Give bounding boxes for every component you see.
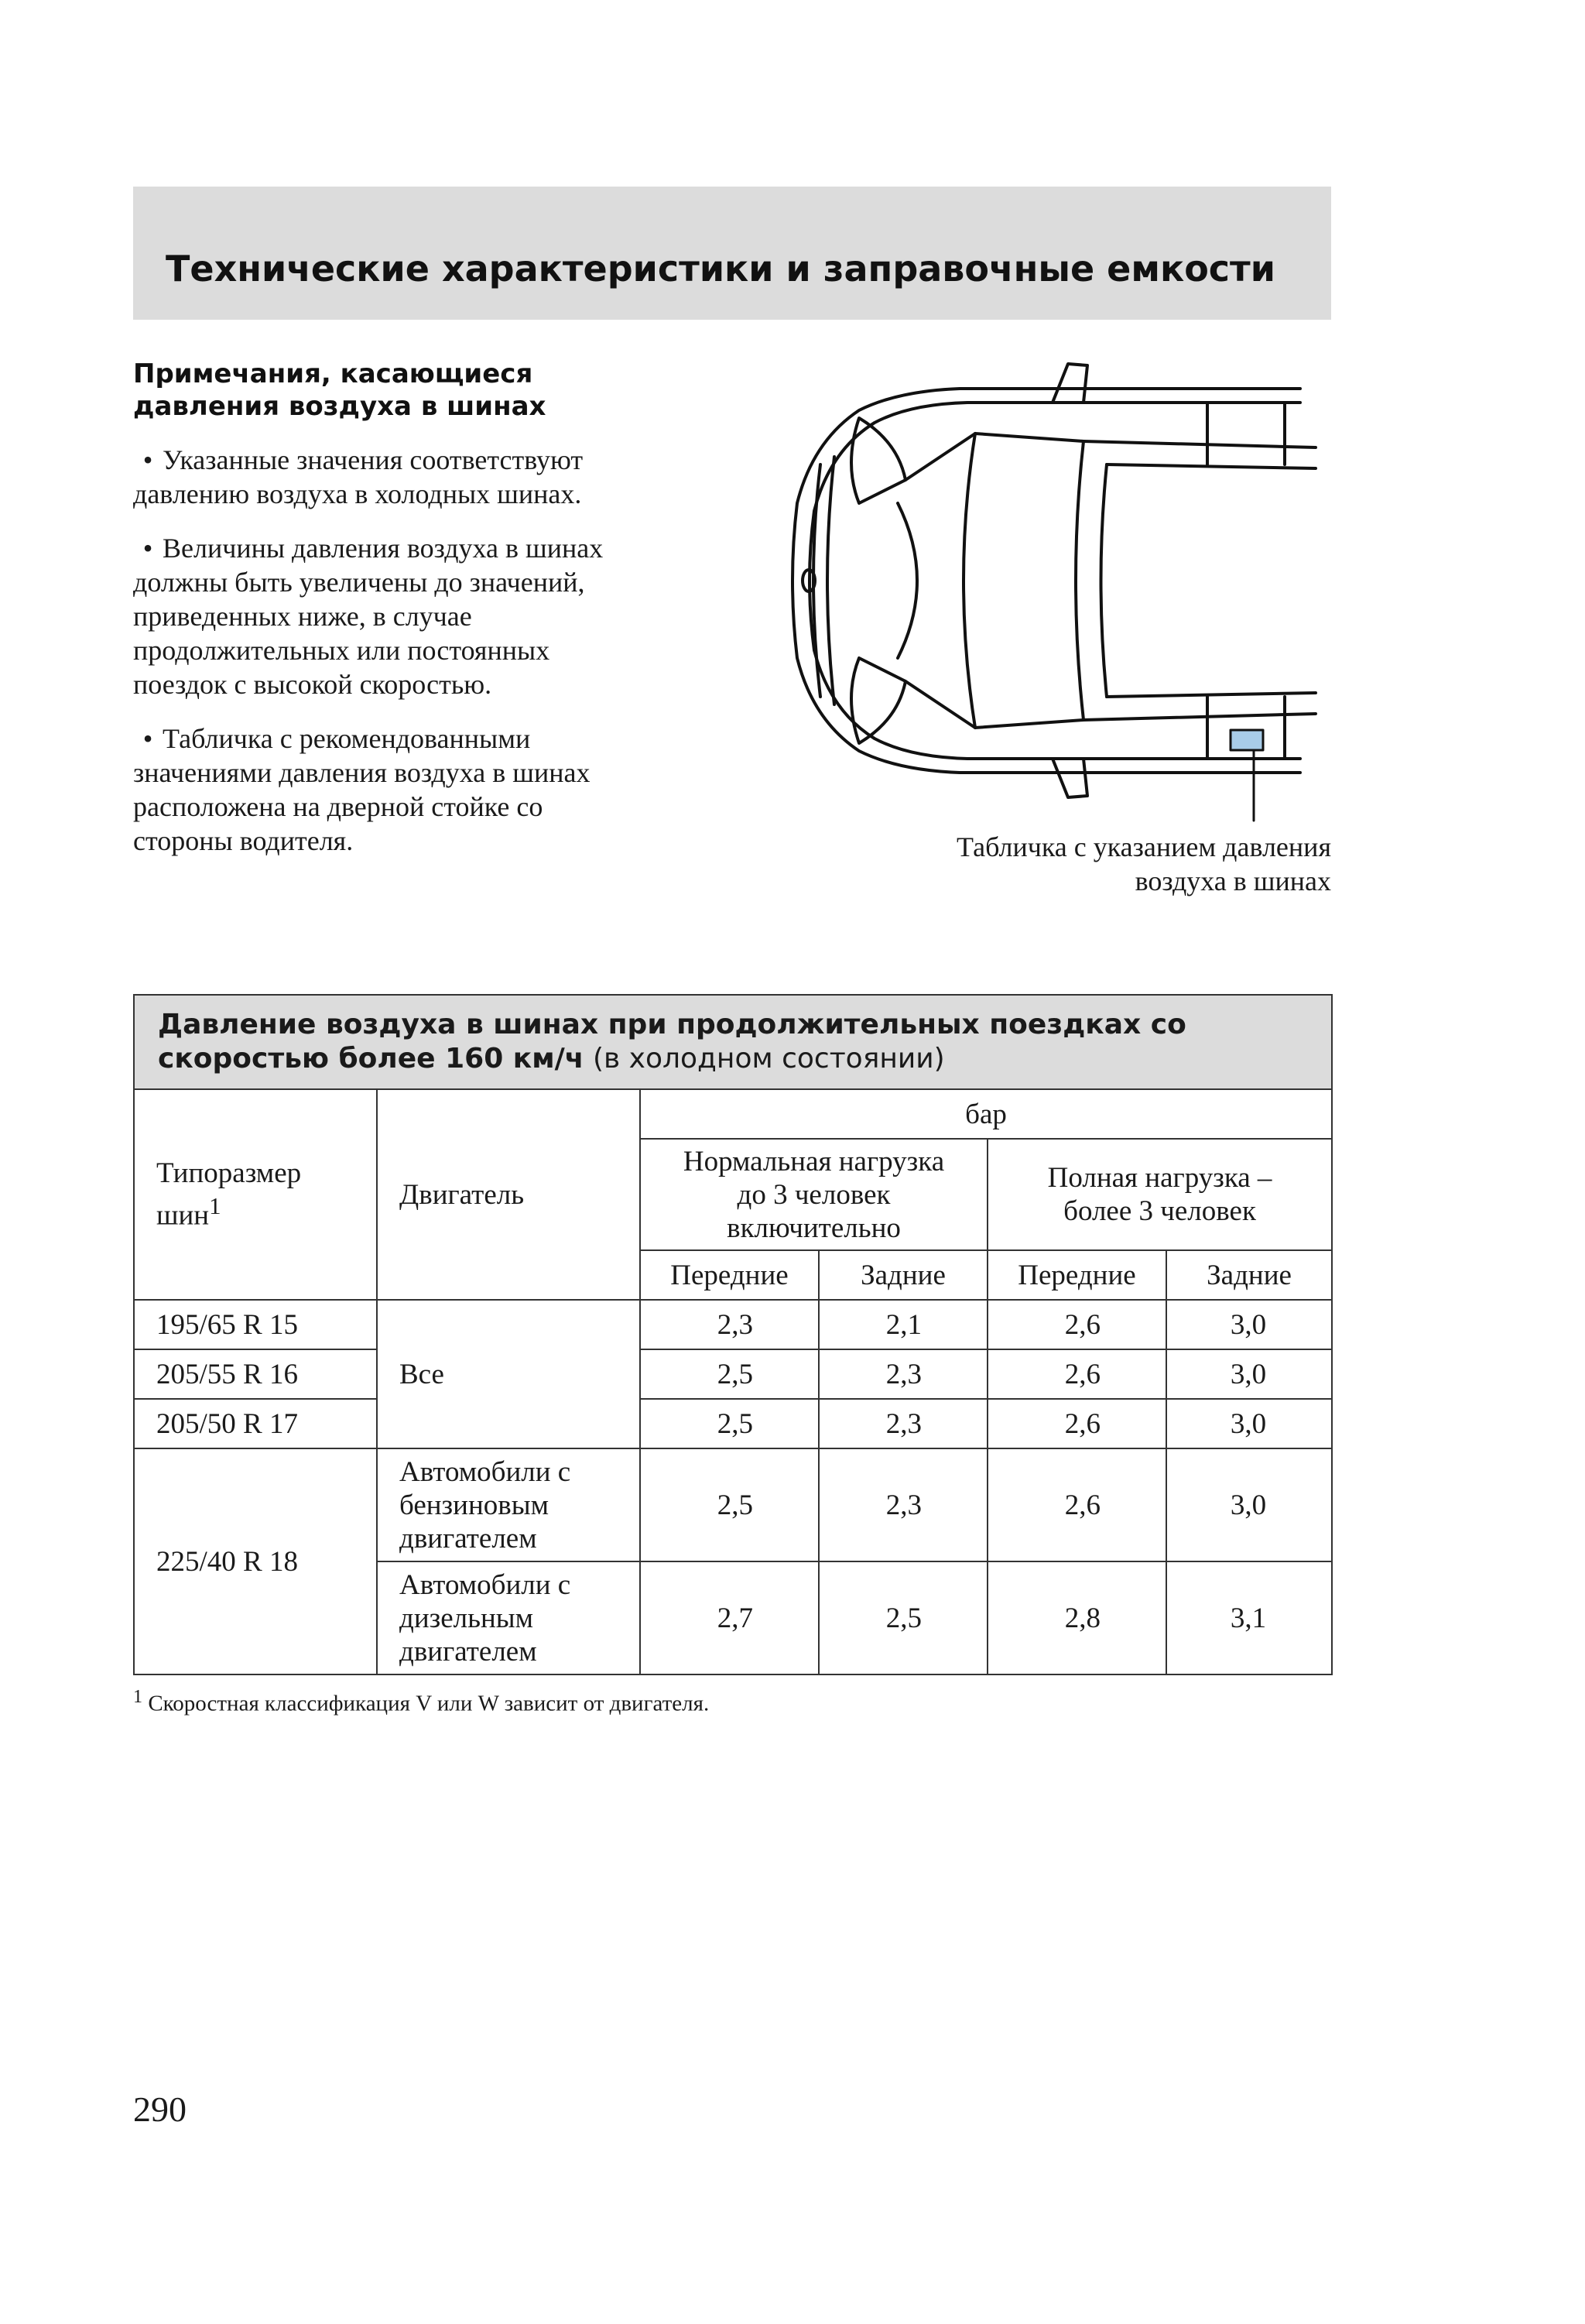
unit-header: бар — [640, 1089, 1332, 1139]
table-footnote — [133, 1683, 1331, 1718]
col-header-front: Передние — [640, 1250, 819, 1300]
tire-size-cell: 195/65 R 15 — [134, 1300, 377, 1349]
header-text: шин — [156, 1199, 210, 1232]
tire-pressure-table — [133, 994, 1333, 1675]
caption-text: Давление воздуха в шинах при продолжительных поездках со — [158, 1009, 1186, 1040]
col-header-tire-size — [134, 1089, 377, 1300]
table-row — [134, 1349, 1332, 1399]
note-text: продолжительных или постоянных — [133, 635, 550, 666]
value-cell: 2,5 — [640, 1399, 819, 1448]
bullet: • — [142, 723, 153, 754]
value-cell: 2,8 — [988, 1561, 1166, 1674]
notes-heading-line: Примечания, касающиеся — [133, 358, 533, 389]
col-header-rear: Задние — [1166, 1250, 1332, 1300]
value-cell: 2,3 — [819, 1399, 988, 1448]
value-cell: 2,3 — [819, 1448, 988, 1561]
engine-cell: Все — [377, 1300, 640, 1448]
engine-cell — [377, 1448, 640, 1561]
header-text: Полная нагрузка – — [1047, 1162, 1272, 1194]
note-item — [133, 722, 721, 858]
value-cell: 2,5 — [819, 1561, 988, 1674]
page-title: Технические характеристики и заправочные емкости — [166, 248, 1275, 290]
tire-size-cell: 205/50 R 17 — [134, 1399, 377, 1448]
footnote-mark: 1 — [133, 1686, 143, 1707]
note-text: должны быть увеличены до значений, — [133, 567, 585, 598]
value-cell: 3,0 — [1166, 1300, 1332, 1349]
note-text: Табличка с рекомендованными — [163, 723, 531, 754]
note-text: Указанные значения соответствуют — [163, 444, 584, 475]
note-text: поездок с высокой скоростью. — [133, 669, 492, 700]
note-text: значениями давления воздуха в шинах — [133, 757, 591, 788]
tire-size-cell: 205/55 R 16 — [134, 1349, 377, 1399]
note-text: стороны водителя. — [133, 825, 354, 856]
note-text: давлению воздуха в холодных шинах. — [133, 478, 582, 509]
note-text: расположена на дверной стойке со — [133, 791, 543, 822]
col-header-normal-load — [640, 1139, 988, 1250]
engine-text: двигателем — [399, 1522, 537, 1554]
callout-line: Табличка с указанием давления — [957, 831, 1331, 862]
engine-text: двигателем — [399, 1635, 537, 1668]
value-cell: 3,0 — [1166, 1349, 1332, 1399]
value-cell: 2,6 — [988, 1300, 1166, 1349]
col-header-full-load — [988, 1139, 1332, 1250]
notes-heading-line: давления воздуха в шинах — [133, 391, 546, 422]
col-header-engine: Двигатель — [377, 1089, 640, 1300]
callout-line: воздуха в шинах — [1135, 866, 1331, 896]
notes-heading — [133, 358, 721, 423]
value-cell: 2,6 — [988, 1349, 1166, 1399]
header-text: более 3 человек — [1063, 1195, 1256, 1227]
table-caption — [134, 995, 1332, 1089]
engine-text: бензиновым — [399, 1489, 549, 1521]
bullet: • — [142, 533, 153, 564]
value-cell: 3,1 — [1166, 1561, 1332, 1674]
value-cell: 2,6 — [988, 1399, 1166, 1448]
note-text: приведенных ниже, в случае — [133, 601, 472, 632]
value-cell: 2,3 — [819, 1349, 988, 1399]
car-top-view-illustration — [743, 348, 1331, 828]
note-item — [133, 443, 721, 511]
value-cell: 2,1 — [819, 1300, 988, 1349]
caption-text: (в холодном состоянии) — [584, 1043, 945, 1075]
note-text: Величины давления воздуха в шинах — [163, 533, 604, 564]
table-row — [134, 1448, 1332, 1561]
car-figure — [743, 348, 1331, 906]
engine-cell — [377, 1561, 640, 1674]
value-cell: 2,5 — [640, 1448, 819, 1561]
page-number: 290 — [133, 2089, 187, 2129]
table-header-row — [134, 1089, 1332, 1139]
header-text: до 3 человек — [737, 1178, 891, 1211]
col-header-rear: Задние — [819, 1250, 988, 1300]
footnote-mark: 1 — [209, 1193, 221, 1220]
value-cell: 2,5 — [640, 1349, 819, 1399]
table-row — [134, 1399, 1332, 1448]
tire-size-cell: 225/40 R 18 — [134, 1448, 377, 1674]
table-row — [134, 1300, 1332, 1349]
notes-section — [133, 358, 721, 878]
placard-callout-label — [789, 830, 1331, 898]
header-text: включительно — [727, 1212, 901, 1244]
bullet: • — [142, 444, 153, 475]
engine-text: Автомобили с — [399, 1455, 571, 1488]
value-cell: 2,7 — [640, 1561, 819, 1674]
engine-text: Автомобили с — [399, 1568, 571, 1601]
caption-text: скоростью более 160 км/ч — [158, 1043, 584, 1075]
table-caption-row — [134, 995, 1332, 1089]
note-item — [133, 531, 721, 701]
engine-text: дизельным — [399, 1602, 534, 1634]
header-text: Нормальная нагрузка — [683, 1145, 945, 1177]
value-cell: 3,0 — [1166, 1448, 1332, 1561]
value-cell: 3,0 — [1166, 1399, 1332, 1448]
tire-pressure-table-section — [133, 994, 1331, 1718]
col-header-front: Передние — [988, 1250, 1166, 1300]
footnote-text: Скоростная классификация V или W зависит от двигателя. — [142, 1691, 710, 1716]
header-text: Типоразмер — [156, 1157, 302, 1190]
value-cell: 2,3 — [640, 1300, 819, 1349]
value-cell: 2,6 — [988, 1448, 1166, 1561]
